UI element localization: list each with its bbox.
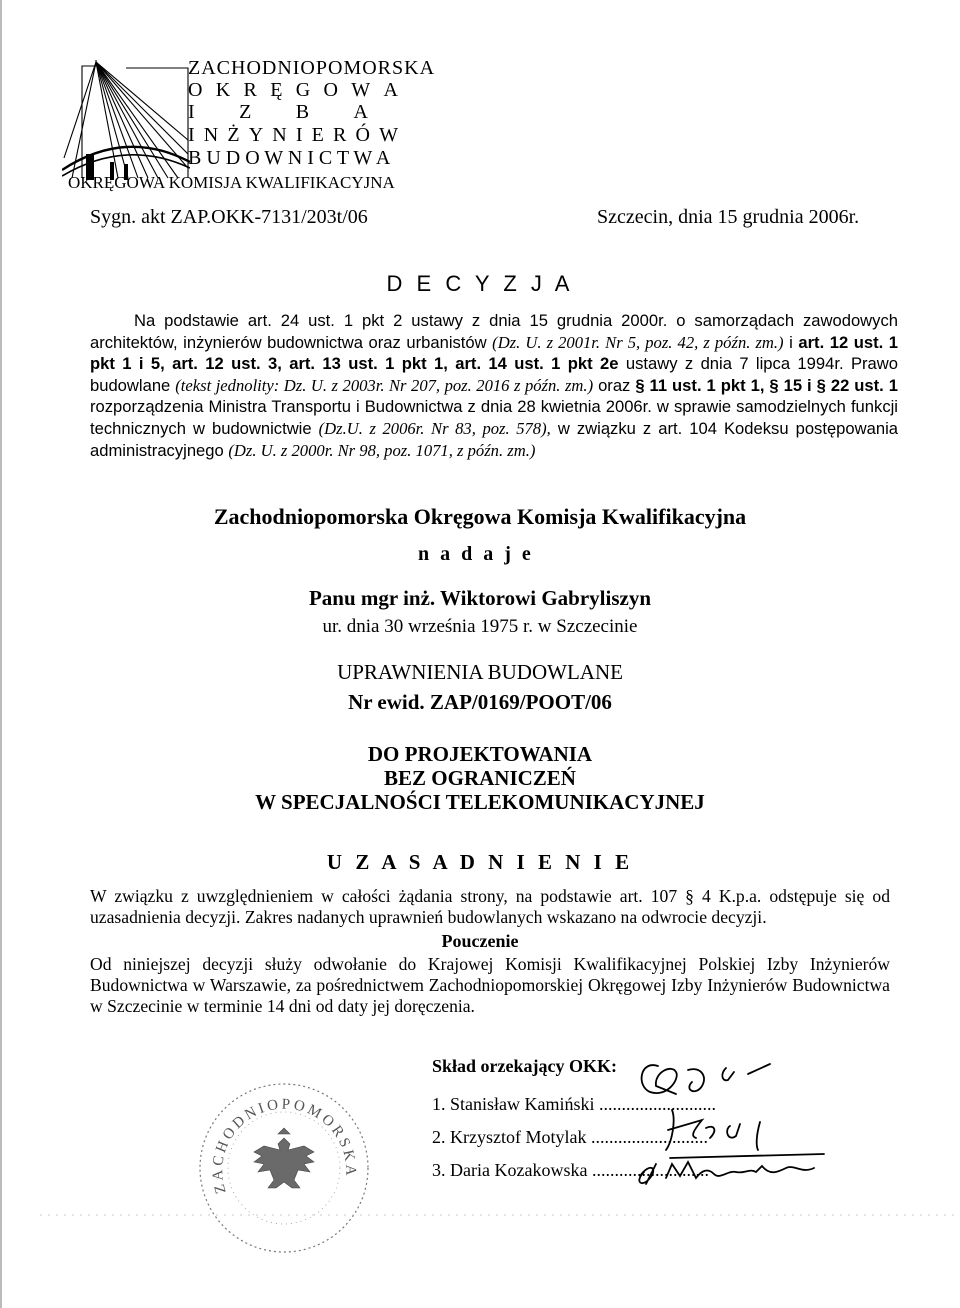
logo-line-1: ZACHODNIOPOMORSKA: [188, 57, 436, 79]
logo-letter: I: [188, 124, 195, 146]
grants-verb: n a d a j e: [418, 543, 534, 565]
recipient-name: Panu mgr inż. Wiktorowi Gabryliszyn: [308, 586, 652, 610]
logo-letter: O: [188, 79, 203, 101]
logo-letter: Y: [248, 124, 264, 146]
legal-text: ustawy z dnia 7 lipca 1994r. Prawo budowlane: [90, 354, 898, 395]
permission-title: UPRAWNIENIA BUDOWLANE: [337, 660, 623, 684]
logo-letter: A: [353, 101, 368, 123]
logo-subtitle: OKRĘGOWA KOMISJA KWALIFIKACYJNA: [68, 173, 395, 192]
registration-label: Nr ewid.: [348, 690, 425, 714]
logo-letter: I: [295, 124, 303, 146]
scope-line-1: DO PROJEKTOWANIA: [367, 742, 593, 766]
legal-text: i: [783, 332, 799, 352]
signature-dots: ..........................: [599, 1094, 716, 1114]
instruction-title: Pouczenie: [441, 931, 519, 951]
logo-letter: G: [295, 79, 311, 101]
scope-line-2: BEZ OGRANICZEŃ: [384, 766, 576, 790]
case-reference: Sygn. akt ZAP.OKK-7131/203t/06: [90, 206, 368, 228]
place-date: Szczecin, dnia 15 grudnia 2006r.: [597, 206, 860, 228]
logo-letter: N: [272, 124, 287, 146]
logo-letter: N: [203, 124, 219, 146]
logo-letter: K: [215, 79, 231, 101]
logo-letter: R: [243, 79, 257, 101]
scan-edge: [0, 0, 2, 1308]
legal-text: w związku z art. 104 Kodeksu postępowania administracyjnego: [90, 418, 898, 460]
logo-letter: R: [333, 124, 347, 146]
commission-name: Zachodniopomorska Okręgowa Komisja Kwalifikacyjna: [213, 504, 747, 529]
member-name: 3. Daria Kozakowska: [432, 1160, 588, 1180]
legal-text: oraz: [593, 375, 636, 395]
logo-letter: Ż: [227, 124, 240, 146]
logo-letter: B: [295, 101, 310, 123]
legal-citation: (Dz.U. z 2006r. Nr 83, poz. 578),: [318, 418, 551, 438]
logo-line-2: [188, 79, 398, 102]
logo-letter: E: [311, 124, 324, 146]
recipient-birth: ur. dnia 30 września 1975 r. w Szczecinie: [322, 616, 638, 637]
seal-text: ZACHODNIOPOMORSKA: [209, 1096, 359, 1196]
logo-line-3: [188, 101, 368, 124]
justification-text: W związku z uwzględnieniem w całości żądania strony, na podstawie art. 107 § 4 K.p.a. odstępuje się od uzasadnienia decyzji. Zakres nadanych uprawnień budowlanych wskazano na odwrocie decyzji.: [90, 886, 890, 927]
member-name: 2. Krzysztof Motylak: [432, 1127, 587, 1147]
legal-citation: (Dz. U. z 2000r. Nr 98, poz. 1071, z późn. zm.): [228, 440, 536, 460]
logo-letter: W: [351, 79, 371, 101]
handwritten-signatures: [610, 1050, 860, 1200]
decision-title: D E C Y Z J A: [386, 271, 574, 296]
official-seal-icon: [196, 1080, 372, 1256]
logo-letter: O: [323, 79, 338, 101]
scope-line-3: W SPECJALNOŚCI TELEKOMUNIKACYJNEJ: [255, 790, 705, 814]
legal-citation: (tekst jednolity: Dz. U. z 2003r. Nr 207, poz. 2016 z późn. zm.): [175, 375, 594, 395]
legal-articles: art. 12 ust. 1 pkt 1 i 5, art. 12 ust. 3, art. 13 ust. 1 pkt 1, art. 14 ust. 1 pkt 2e: [90, 332, 898, 374]
justification-title: U Z A S A D N I E N I E: [326, 850, 634, 874]
signature-dots: ..........................: [591, 1160, 709, 1180]
legal-basis: [90, 310, 898, 461]
instruction-text: Od niniejszej decyzji służy odwołanie do Krajowej Komisji Kwalifikacyjnej Polskiej Izby Inżynierów Budownictwa w Warszawie, za pośrednictwem Zachodniopomorskiej Okręgowej Izby Inżynierów Budownictwa w Szczecinie w terminie 14 dni od daty jej doręczenia.: [90, 954, 890, 1016]
signature-dots: ..........................: [590, 1127, 708, 1147]
logo-letter: I: [188, 101, 195, 123]
logo-letter: Ę: [270, 79, 283, 101]
registration-value: ZAP/0169/POOT/06: [429, 690, 612, 714]
logo-letter: W: [379, 124, 398, 146]
legal-text: rozporządzenia Ministra Transportu i Budownictwa z dnia 28 kwietnia 2006r. w sprawie samodzielnych funkcji technicznych w budownictwie: [90, 397, 898, 438]
legal-text: Na podstawie art. 24 ust. 1 pkt 2 ustawy z dnia 15 grudnia 2000r. o samorządach zawodowych architektów, inżynierów budownictwa oraz urbanistów: [90, 311, 898, 352]
logo-letter: Z: [239, 101, 252, 123]
scan-artifact-line: [0, 1212, 960, 1218]
logo-letter: A: [383, 79, 398, 101]
legal-articles: § 11 ust. 1 pkt 1, § 15 i § 22 ust. 1: [635, 375, 898, 395]
panel-title: Skład orzekający OKK:: [432, 1056, 617, 1076]
bridge-logo-icon: [62, 58, 190, 180]
registration-number: [0, 690, 960, 715]
legal-citation: (Dz. U. z 2001r. Nr 5, poz. 42, z późn. zm.): [492, 332, 784, 352]
member-name: 1. Stanisław Kamiński: [432, 1094, 595, 1114]
logo-line-5: B U D O W N I C T W A: [188, 147, 391, 169]
logo-line-4: [188, 124, 398, 147]
logo-letter: Ó: [355, 124, 370, 146]
